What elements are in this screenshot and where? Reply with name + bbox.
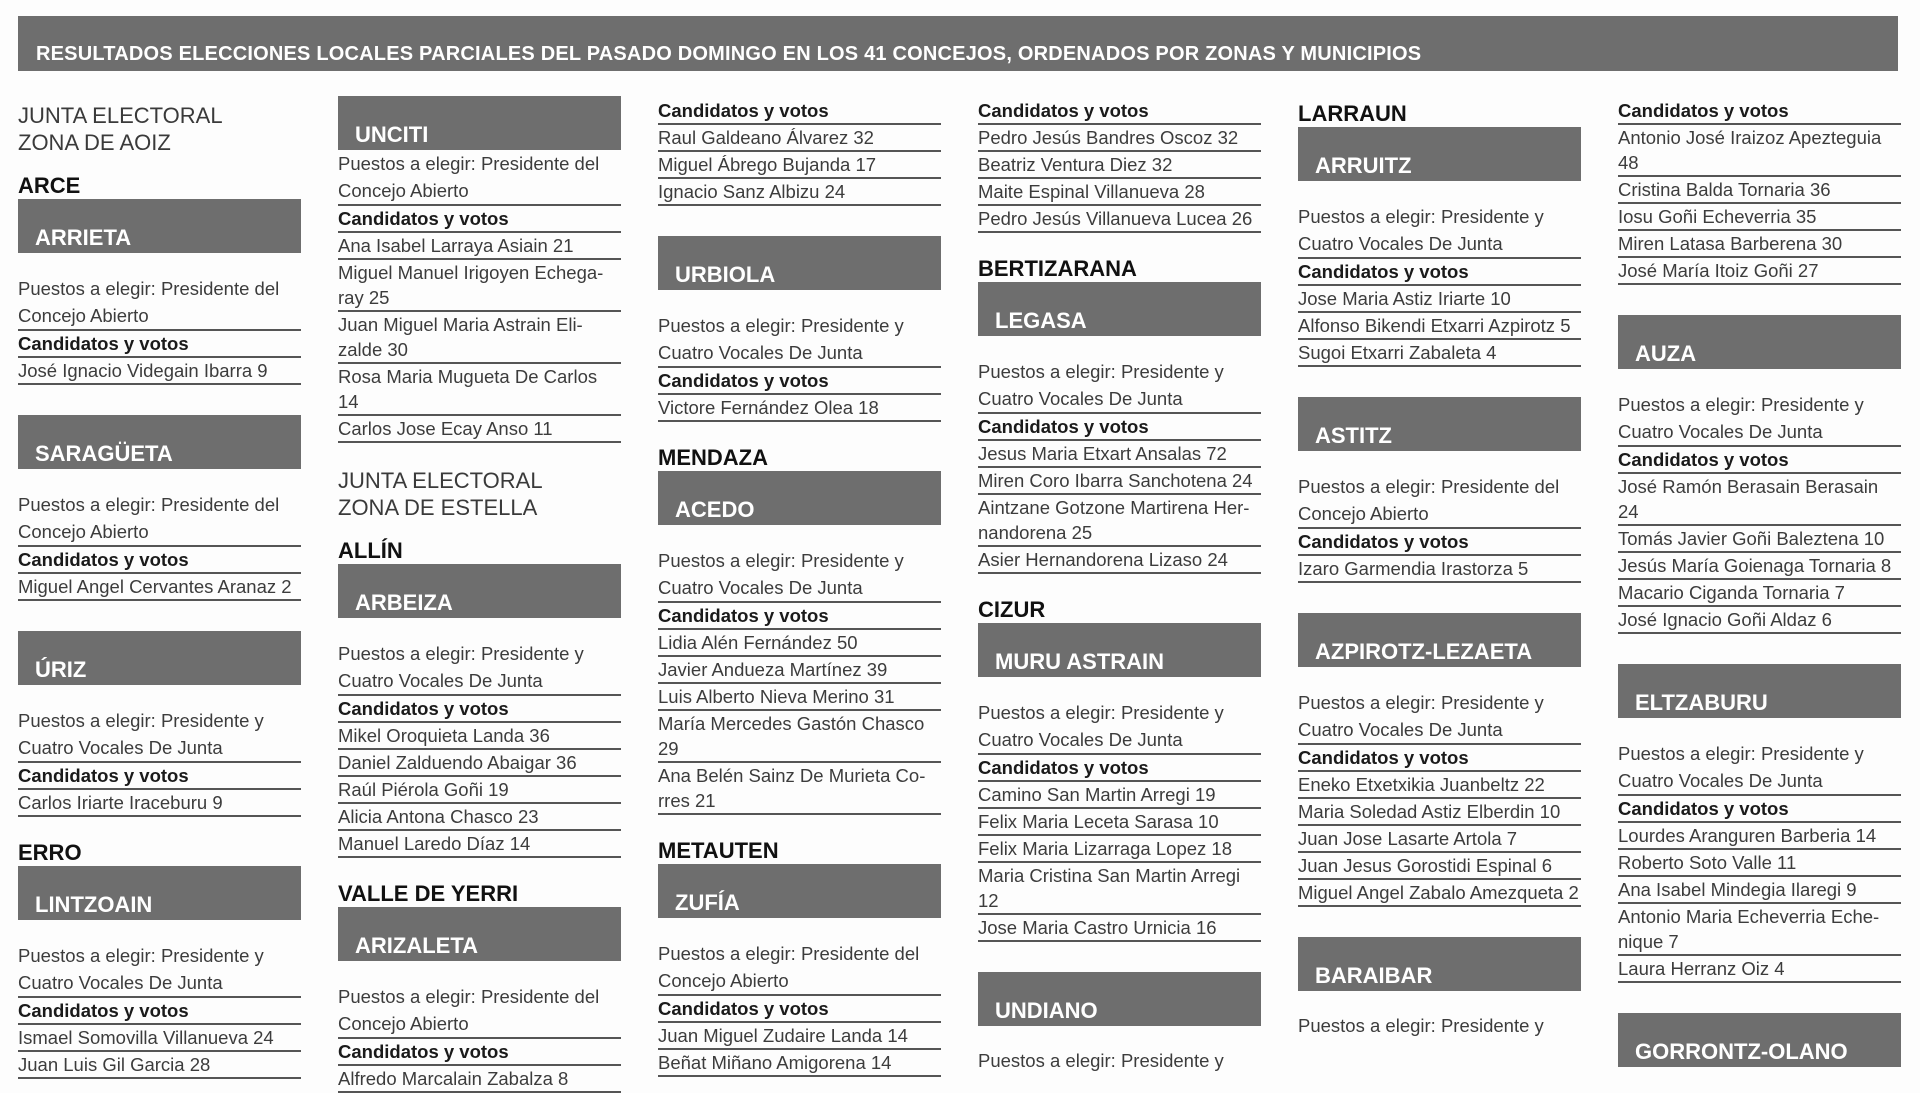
candidatos-header: Candidatos y votos	[658, 603, 941, 630]
concejo-header-gorrontz-olano: GORRONTZ-OLANO	[1618, 1013, 1901, 1067]
candidate-row: María Mercedes Gastón Chasco 29	[658, 711, 941, 763]
municipio-allin: ALLÍN	[338, 538, 403, 563]
candidate-row: Daniel Zalduendo Abaigar 36	[338, 750, 621, 777]
candidate-row: Carlos Jose Ecay Anso 11	[338, 416, 621, 443]
municipio-metauten: METAUTEN	[658, 838, 779, 863]
concejo-header-zufia: ZUFÍA	[658, 864, 941, 918]
candidate-row: Cristina Balda Tornaria 36	[1618, 177, 1901, 204]
municipio-larraun: LARRAUN	[1298, 101, 1407, 126]
candidate-row: Felix Maria Leceta Sarasa 10	[978, 809, 1261, 836]
concejo-header-baraibar: BARAIBAR	[1298, 937, 1581, 991]
candidate-row: Ana Isabel Mindegia Ilaregi 9	[1618, 877, 1901, 904]
candidate-row: Aintzane Gotzone Martirena Her-nandorena 25	[978, 495, 1261, 547]
puestos-eltzaburu: Puestos a elegir: Presidente y Cuatro Vocales De Junta	[1618, 740, 1901, 796]
candidate-row: Felix Maria Lizarraga Lopez 18	[978, 836, 1261, 863]
candidate-row: Antonio José Iraizoz Apezteguia 48	[1618, 125, 1901, 177]
candidate-row: Maria Cristina San Martin Arregi 12	[978, 863, 1261, 915]
candidate-row: Maite Espinal Villanueva 28	[978, 179, 1261, 206]
concejo-header-arrieta: ARRIETA	[18, 199, 301, 253]
puestos-uriz: Puestos a elegir: Presidente y Cuatro Vocales De Junta	[18, 707, 301, 763]
municipio-cizur: CIZUR	[978, 597, 1046, 622]
column-2	[338, 96, 621, 1093]
candidatos-header: Candidatos y votos	[18, 331, 301, 358]
candidate-row: Alfredo Marcalain Zabalza 8	[338, 1066, 621, 1093]
concejo-header-lintzoain: LINTZOAIN	[18, 866, 301, 920]
candidate-row: Juan Miguel Zudaire Landa 14	[658, 1023, 941, 1050]
candidate-row: Carlos Iriarte Iraceburu 9	[18, 790, 301, 817]
candidate-row: Rosa Maria Mugueta De Carlos 14	[338, 364, 621, 416]
concejo-header-eltzaburu: ELTZABURU	[1618, 664, 1901, 718]
candidate-row: José Ignacio Videgain Ibarra 9	[18, 358, 301, 385]
puestos-azpirotz-lezaeta: Puestos a elegir: Presidente y Cuatro Vocales De Junta	[1298, 689, 1581, 745]
candidate-row: José Ignacio Goñi Aldaz 6	[1618, 607, 1901, 634]
candidatos-header: Candidatos y votos	[338, 1039, 621, 1066]
candidate-row: Maria Soledad Astiz Elberdin 10	[1298, 799, 1581, 826]
concejo-header-undiano: UNDIANO	[978, 972, 1261, 1026]
concejo-header-azpirotz-lezaeta: AZPIROTZ-LEZAETA	[1298, 613, 1581, 667]
candidate-row: Miguel Angel Cervantes Aranaz 2	[18, 574, 301, 601]
municipio-valle-de-yerri: VALLE DE YERRI	[338, 881, 519, 906]
candidate-row: Macario Ciganda Tornaria 7	[1618, 580, 1901, 607]
candidate-row: Beatriz Ventura Diez 32	[978, 152, 1261, 179]
puestos-arruitz: Puestos a elegir: Presidente y Cuatro Vocales De Junta	[1298, 203, 1581, 259]
candidatos-header: Candidatos y votos	[978, 98, 1261, 125]
candidatos-header: Candidatos y votos	[18, 763, 301, 790]
candidatos-header: Candidatos y votos	[658, 368, 941, 395]
puestos-acedo: Puestos a elegir: Presidente y Cuatro Vocales De Junta	[658, 547, 941, 603]
candidatos-header: Candidatos y votos	[1618, 447, 1901, 474]
candidate-row: Jose Maria Astiz Iriarte 10	[1298, 286, 1581, 313]
candidatos-header: Candidatos y votos	[658, 996, 941, 1023]
column-4	[978, 98, 1261, 1073]
zone-title-aoiz	[18, 102, 301, 156]
candidate-row: Alicia Antona Chasco 23	[338, 804, 621, 831]
concejo-header-arruitz: ARRUITZ	[1298, 127, 1581, 181]
candidate-row: Miguel Manuel Irigoyen Echega-ray 25	[338, 260, 621, 312]
zone-line: JUNTA ELECTORAL	[338, 468, 543, 493]
candidate-row: Pedro Jesús Bandres Oscoz 32	[978, 125, 1261, 152]
candidate-row: Raul Galdeano Álvarez 32	[658, 125, 941, 152]
concejo-header-arizaleta: ARIZALETA	[338, 907, 621, 961]
candidate-row: Sugoi Etxarri Zabaleta 4	[1298, 340, 1581, 367]
municipio-arce: ARCE	[18, 173, 81, 198]
puestos-arizaleta: Puestos a elegir: Presidente del Concejo Abierto	[338, 983, 621, 1039]
candidate-row: José María Itoiz Goñi 27	[1618, 258, 1901, 285]
candidatos-header: Candidatos y votos	[18, 998, 301, 1025]
candidatos-header: Candidatos y votos	[338, 206, 621, 233]
candidatos-header: Candidatos y votos	[1298, 259, 1581, 286]
candidate-row: Lidia Alén Fernández 50	[658, 630, 941, 657]
column-1	[18, 102, 301, 1079]
candidate-row: Manuel Laredo Díaz 14	[338, 831, 621, 858]
concejo-header-saragueta: SARAGÜETA	[18, 415, 301, 469]
concejo-header-muru-astrain: MURU ASTRAIN	[978, 623, 1261, 677]
candidate-row: Alfonso Bikendi Etxarri Azpirotz 5	[1298, 313, 1581, 340]
candidate-row: José Ramón Berasain Berasain 24	[1618, 474, 1901, 526]
zone-title-estella	[338, 467, 621, 521]
puestos-lintzoain: Puestos a elegir: Presidente y Cuatro Vocales De Junta	[18, 942, 301, 998]
column-6	[1618, 98, 1901, 1067]
puestos-unciti: Puestos a elegir: Presidente del Concejo Abierto	[338, 150, 621, 206]
candidate-row: Eneko Etxetxikia Juanbeltz 22	[1298, 772, 1581, 799]
candidate-row: Juan Jose Lasarte Artola 7	[1298, 826, 1581, 853]
candidate-row: Izaro Garmendia Irastorza 5	[1298, 556, 1581, 583]
concejo-header-auza: AUZA	[1618, 315, 1901, 369]
candidate-row: Roberto Soto Valle 11	[1618, 850, 1901, 877]
candidate-row: Javier Andueza Martínez 39	[658, 657, 941, 684]
candidate-row: Camino San Martin Arregi 19	[978, 782, 1261, 809]
candidate-row: Pedro Jesús Villanueva Lucea 26	[978, 206, 1261, 233]
puestos-auza: Puestos a elegir: Presidente y Cuatro Vocales De Junta	[1618, 391, 1901, 447]
puestos-saragueta: Puestos a elegir: Presidente del Concejo Abierto	[18, 491, 301, 547]
candidate-row: Laura Herranz Oiz 4	[1618, 956, 1901, 983]
concejo-header-unciti: UNCITI	[338, 96, 621, 150]
puestos-urbiola: Puestos a elegir: Presidente y Cuatro Vocales De Junta	[658, 312, 941, 368]
municipio-erro: ERRO	[18, 840, 82, 865]
candidate-row: Iosu Goñi Echeverria 35	[1618, 204, 1901, 231]
candidatos-header: Candidatos y votos	[978, 414, 1261, 441]
candidate-row: Raúl Piérola Goñi 19	[338, 777, 621, 804]
puestos-astitz: Puestos a elegir: Presidente del Concejo Abierto	[1298, 473, 1581, 529]
candidate-row: Miguel Angel Zabalo Amezqueta 2	[1298, 880, 1581, 907]
concejo-header-astitz: ASTITZ	[1298, 397, 1581, 451]
candidatos-header: Candidatos y votos	[1618, 98, 1901, 125]
column-5	[1298, 100, 1581, 1038]
puestos-arrieta: Puestos a elegir: Presidente del Concejo Abierto	[18, 275, 301, 331]
column-3	[658, 98, 941, 1077]
candidate-row: Tomás Javier Goñi Baleztena 10	[1618, 526, 1901, 553]
puestos-legasa: Puestos a elegir: Presidente y Cuatro Vocales De Junta	[978, 358, 1261, 414]
candidate-row: Miren Latasa Barberena 30	[1618, 231, 1901, 258]
candidate-row: Asier Hernandorena Lizaso 24	[978, 547, 1261, 574]
puestos-undiano: Puestos a elegir: Presidente y	[978, 1050, 1224, 1071]
candidate-row: Ana Isabel Larraya Asiain 21	[338, 233, 621, 260]
candidate-row: Mikel Oroquieta Landa 36	[338, 723, 621, 750]
puestos-muru-astrain: Puestos a elegir: Presidente y Cuatro Vocales De Junta	[978, 699, 1261, 755]
candidate-row: Juan Jesus Gorostidi Espinal 6	[1298, 853, 1581, 880]
candidatos-header: Candidatos y votos	[1298, 529, 1581, 556]
concejo-header-urbiola: URBIOLA	[658, 236, 941, 290]
candidate-row: Luis Alberto Nieva Merino 31	[658, 684, 941, 711]
candidate-row: Ismael Somovilla Villanueva 24	[18, 1025, 301, 1052]
zone-line: ZONA DE AOIZ	[18, 130, 171, 155]
candidate-row: Beñat Miñano Amigorena 14	[658, 1050, 941, 1077]
candidate-row: Lourdes Aranguren Barberia 14	[1618, 823, 1901, 850]
candidatos-header: Candidatos y votos	[658, 98, 941, 125]
candidatos-header: Candidatos y votos	[978, 755, 1261, 782]
concejo-header-legasa: LEGASA	[978, 282, 1261, 336]
candidatos-header: Candidatos y votos	[1618, 796, 1901, 823]
candidatos-header: Candidatos y votos	[338, 696, 621, 723]
municipio-mendaza: MENDAZA	[658, 445, 768, 470]
candidate-row: Juan Miguel Maria Astrain Eli-zalde 30	[338, 312, 621, 364]
candidate-row: Juan Luis Gil Garcia 28	[18, 1052, 301, 1079]
puestos-zufia: Puestos a elegir: Presidente del Concejo Abierto	[658, 940, 941, 996]
concejo-header-uriz: ÚRIZ	[18, 631, 301, 685]
puestos-arbeiza: Puestos a elegir: Presidente y Cuatro Vocales De Junta	[338, 640, 621, 696]
candidate-row: Jesus Maria Etxart Ansalas 72	[978, 441, 1261, 468]
zone-line: ZONA DE ESTELLA	[338, 495, 538, 520]
municipio-bertizarana: BERTIZARANA	[978, 256, 1137, 281]
candidatos-header: Candidatos y votos	[1298, 745, 1581, 772]
concejo-header-acedo: ACEDO	[658, 471, 941, 525]
candidate-row: Jose Maria Castro Urnicia 16	[978, 915, 1261, 942]
page-title-banner: RESULTADOS ELECCIONES LOCALES PARCIALES DEL PASADO DOMINGO EN LOS 41 CONCEJOS, ORDENADOS POR ZONAS Y MUNICIPIOS	[18, 16, 1898, 71]
candidate-row: Ignacio Sanz Albizu 24	[658, 179, 941, 206]
candidate-row: Jesús María Goienaga Tornaria 8	[1618, 553, 1901, 580]
candidate-row: Miren Coro Ibarra Sanchotena 24	[978, 468, 1261, 495]
candidate-row: Ana Belén Sainz De Murieta Co-rres 21	[658, 763, 941, 815]
puestos-baraibar: Puestos a elegir: Presidente y	[1298, 1015, 1544, 1036]
candidate-row: Victore Fernández Olea 18	[658, 395, 941, 422]
candidate-row: Antonio Maria Echeverria Eche-nique 7	[1618, 904, 1901, 956]
candidatos-header: Candidatos y votos	[18, 547, 301, 574]
zone-line: JUNTA ELECTORAL	[18, 103, 223, 128]
candidate-row: Miguel Ábrego Bujanda 17	[658, 152, 941, 179]
concejo-header-arbeiza: ARBEIZA	[338, 564, 621, 618]
